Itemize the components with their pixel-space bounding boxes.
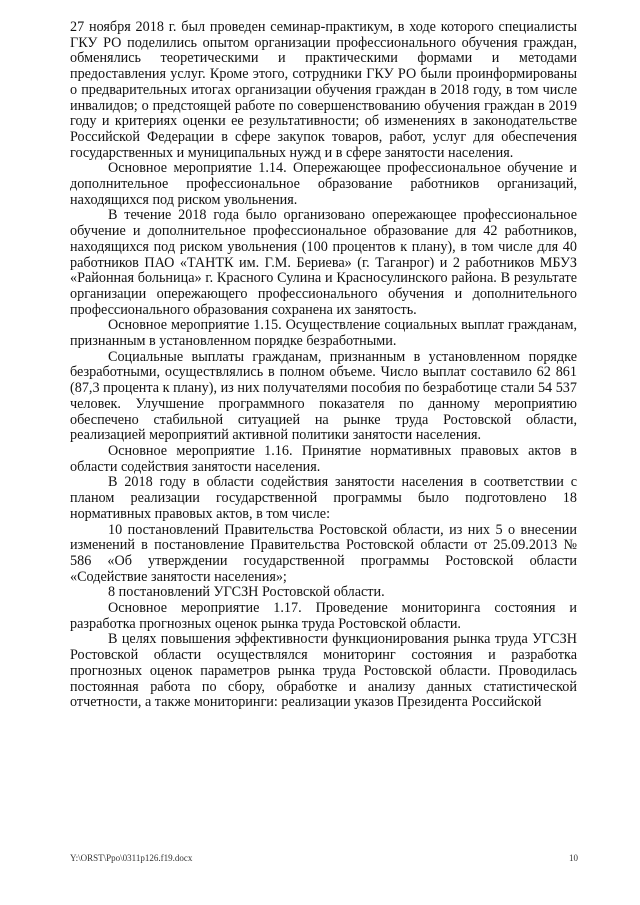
page-number: 10 xyxy=(569,853,578,863)
paragraph-measure-1-16-heading: Основное мероприятие 1.16. Принятие нормативных правовых актов в области содействия занятости населения. xyxy=(70,442,577,475)
paragraph-measure-1-15-details: Социальные выплаты гражданам, признанным в установленном порядке безработными, осуществлялись в полном объеме. Число выплат составило 62 861 (87,3 процента к плану), из них получателями пособия по безработице стали 54 537 человек. Улучшение программного показателя по данному мероприятию обеспечено стабильной ситуацией на рынке труда Ростовской области, реализацией мероприятий активной политики занятости населения. xyxy=(70,348,577,444)
document-body xyxy=(70,20,577,711)
paragraph-measure-1-14-heading: Основное мероприятие 1.14. Опережающее профессиональное обучение и дополнительное профессиональное образование работников организаций, находящихся под риском увольнения. xyxy=(70,160,577,208)
paragraph-measure-1-17-details: В целях повышения эффективности функционирования рынка труда УГСЗН Ростовской области осуществлялся мониторинг состояния и разработка прогнозных оценок параметров рынка труда Ростовской области. Проводилась постоянная работа по сбору, обработке и анализу данных статистической отчетности, а также мониторинги: реализации указов Президента Российской xyxy=(70,631,577,711)
paragraph-ugszn-resolutions: 8 постановлений УГСЗН Ростовской области. xyxy=(108,584,385,601)
paragraph-government-resolutions: 10 постановлений Правительства Ростовской области, из них 5 о внесении изменений в постановление Правительства Ростовской области от 25.09.2013 № 586 «Об утверждении государственной программы Ростовской области «Содействие занятости населения»; xyxy=(70,521,577,585)
paragraph-measure-1-16-details: В 2018 году в области содействия занятости населения в соответствии с планом реализации государственной программы было подготовлено 18 нормативных правовых актов, в том числе: xyxy=(70,474,577,522)
paragraph-measure-1-14-details: В течение 2018 года было организовано опережающее профессиональное обучение и дополнительное профессиональное образование для 42 работников, находящихся под риском увольнения (100 процентов к плану), в том числе для 40 работников ПАО «ТАНТК им. Г.М. Бериева» (г. Таганрог) и 2 работников МБУЗ «Районная больница» г. Красного Сулина и Красносулинского района. В результате организации опережающего профессионального обучения и дополнительного профессионального образования сохранена их занятость. xyxy=(70,207,577,318)
paragraph-measure-1-15-heading: Основное мероприятие 1.15. Осуществление социальных выплат гражданам, признанным в установленном порядке безработными. xyxy=(70,317,577,350)
paragraph-seminar: 27 ноября 2018 г. был проведен семинар-практикум, в ходе которого специалисты ГКУ РО поделились опытом организации профессионального обучения граждан, обменялись теоретическими и практическими формами и методами предоставления услуг. Кроме этого, сотрудники ГКУ РО были проинформированы о предварительных итогах организации обучения граждан в 2018 году, в том числе инвалидов; о предстоящей работе по совершенствованию обучения граждан в 2019 году и критериях оценки ее результативности; об изменениях в законодательстве Российской Федерации в сфере закупок товаров, работ, услуг для обеспечения государственных и муниципальных нужд и в сфере занятости населения. xyxy=(70,19,577,161)
footer-file-path: Y:\ORST\Ppo\0311p126.f19.docx xyxy=(70,853,193,863)
paragraph-measure-1-17-heading: Основное мероприятие 1.17. Проведение мониторинга состояния и разработка прогнозных оценок рынка труда Ростовской области. xyxy=(70,600,577,632)
